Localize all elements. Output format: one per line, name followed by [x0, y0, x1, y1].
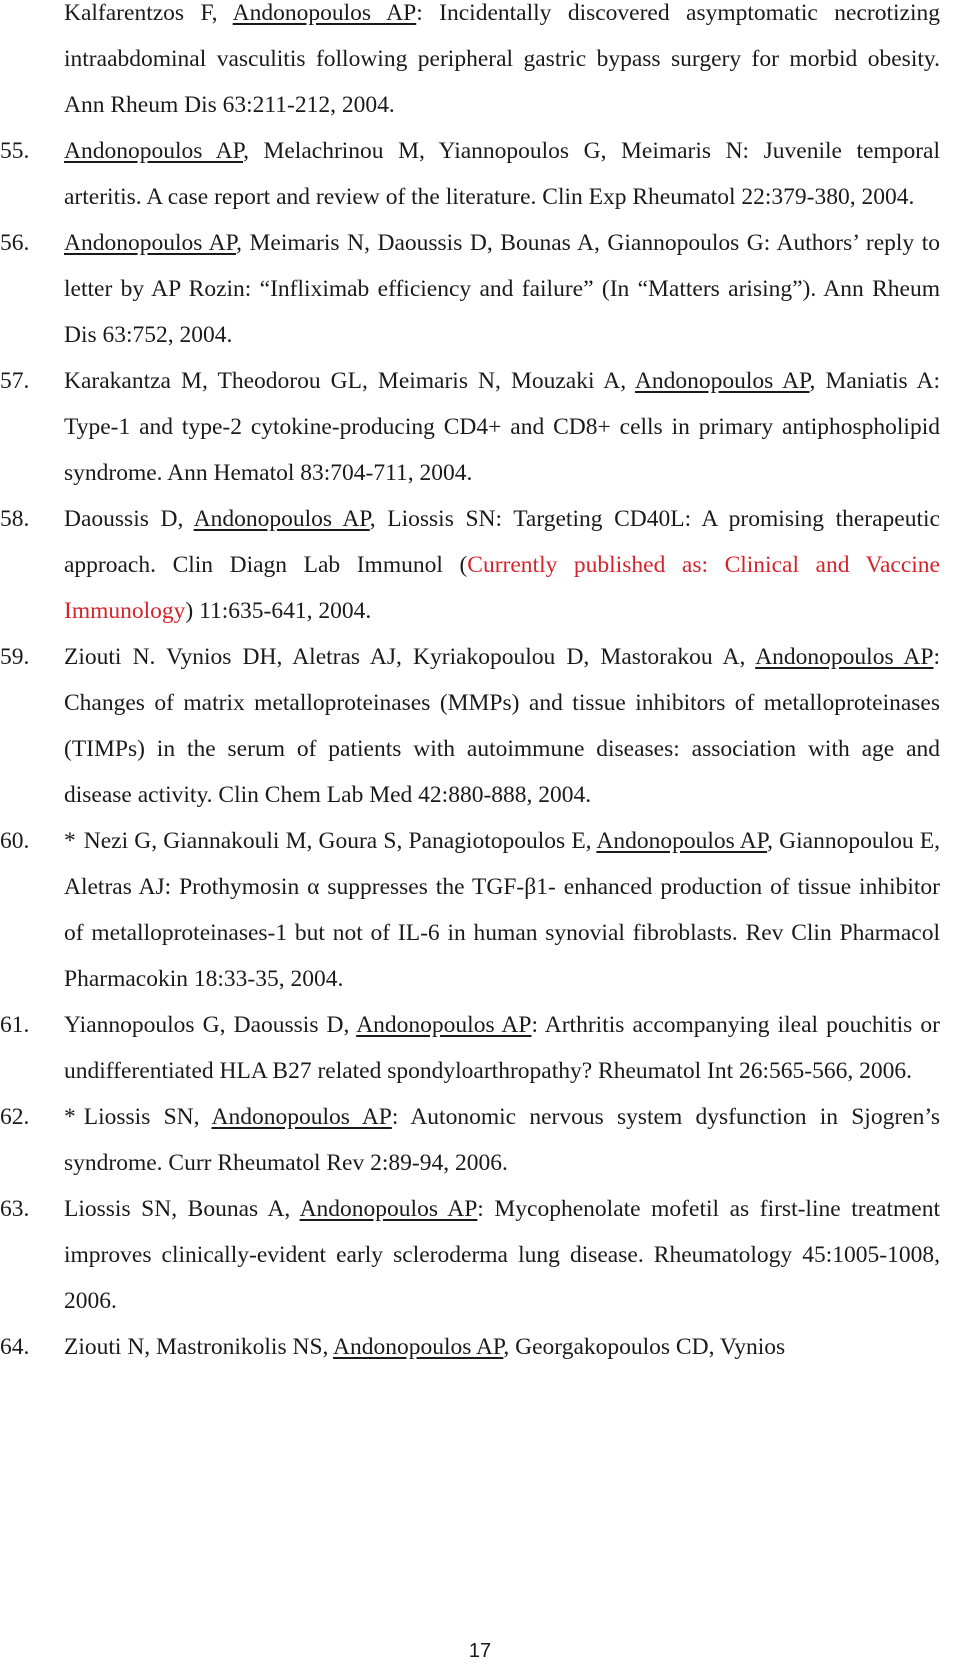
reference-text-segment: Liossis SN, Bounas A,	[64, 1196, 300, 1222]
reference-text-segment: : Incidentally discovered asymptomatic necrotizing intraabdominal vasculitis following peripheral gastric bypass surgery for morbid obesity. Ann Rheum Dis 63:211-212, 2004.	[64, 0, 940, 118]
reference-number: 55.	[0, 138, 30, 164]
reference-text-segment: Nezi G, Giannakouli M, Goura S, Panagiotopoulos E,	[83, 828, 597, 854]
reference-item	[0, 496, 960, 634]
reference-text-segment: , Melachrinou M, Yiannopoulos G, Meimaris N: Juvenile temporal arteritis. A case report and review of the literature. Clin Exp Rheumatol 22:379-380, 2004.	[64, 138, 940, 210]
reference-text	[64, 1196, 940, 1314]
reference-text-segment: Karakantza M, Theodorou GL, Meimaris N, Mouzaki A,	[64, 368, 635, 394]
reference-text	[64, 644, 940, 808]
reference-text-segment: , Georgakopoulos CD, Vynios	[503, 1334, 786, 1360]
reference-item	[0, 0, 960, 128]
reference-item	[0, 1186, 960, 1324]
reference-text	[64, 230, 940, 348]
reference-text-segment: ) 11:635-641, 2004.	[185, 598, 372, 624]
author-highlight: Andonopoulos AP	[755, 644, 934, 670]
author-highlight: Andonopoulos AP	[64, 138, 244, 164]
reference-text-segment: : Mycophenolate mofetil as first-line treatment improves clinically-evident early scleroderma lung disease. Rheumatology 45:1005-1008, 2006.	[64, 1196, 940, 1314]
reference-text	[64, 1104, 940, 1176]
reference-text-segment: , Giannopoulou E, Aletras AJ: Prothymosin α suppresses the TGF-β1- enhanced production of tissue inhibitor of metalloproteinases-1 but not of IL-6 in human synovial fibroblasts. Rev Clin Pharmacol Pharmacokin 18:33-35, 2004.	[64, 828, 940, 992]
author-highlight: Andonopoulos AP	[64, 230, 237, 256]
reference-item	[0, 1324, 960, 1370]
reference-number: 60.	[0, 828, 30, 854]
reference-item	[0, 1094, 960, 1186]
reference-number: 63.	[0, 1196, 30, 1222]
reference-item	[0, 358, 960, 496]
author-highlight: Andonopoulos AP	[299, 1196, 478, 1222]
reference-text-segment: Ziouti N, Mastronikolis NS,	[64, 1334, 333, 1360]
reference-text	[64, 506, 940, 624]
page-number: 17	[468, 1640, 492, 1662]
reference-text-segment: Ziouti N. Vynios DH, Aletras AJ, Kyriakopoulou D, Mastorakou A,	[64, 644, 756, 670]
reference-text-segment: : Changes of matrix metalloproteinases (MMPs) and tissue inhibitors of metalloproteinases (TIMPs) in the serum of patients with autoimmune diseases: association with age and disease activity. Clin Chem Lab Med 42:880-888, 2004.	[64, 644, 941, 808]
author-highlight: Andonopoulos AP	[193, 506, 370, 532]
reference-text	[64, 0, 940, 118]
reference-number: 64.	[0, 1334, 30, 1360]
reference-number: 58.	[0, 506, 30, 532]
reference-item	[0, 634, 960, 818]
reference-number: 59.	[0, 644, 30, 670]
reference-item	[0, 220, 960, 358]
reference-text-segment: Yiannopoulos G, Daoussis D,	[64, 1012, 357, 1038]
reference-item	[0, 1002, 960, 1094]
reference-text-segment: Kalfarentzos F,	[64, 0, 233, 26]
reference-number: 62.	[0, 1104, 30, 1130]
reference-item	[0, 128, 960, 220]
author-highlight: Andonopoulos AP	[634, 368, 810, 394]
reference-text-segment: Daoussis D,	[64, 506, 194, 532]
reference-item	[0, 818, 960, 1002]
reference-text-segment: : Autonomic nervous system dysfunction in Sjogren’s syndrome. Curr Rheumatol Rev 2:89-94, 2006.	[64, 1104, 941, 1176]
author-highlight: Andonopoulos AP	[356, 1012, 532, 1038]
reference-text	[64, 368, 940, 486]
author-highlight: Andonopoulos AP	[211, 1104, 392, 1130]
reference-text-segment: , Meimaris N, Daoussis D, Bounas A, Giannopoulos G: Authors’ reply to letter by AP Rozin: “Infliximab efficiency and failure” (In “Matters arising”). Ann Rheum Dis 63:752, 2004.	[64, 230, 940, 348]
reference-text	[64, 828, 940, 992]
author-highlight: Andonopoulos AP	[596, 828, 768, 854]
reference-number: 61.	[0, 1012, 30, 1038]
reference-text	[64, 1012, 940, 1084]
reference-text-segment: : Arthritis accompanying ileal pouchitis or undifferentiated HLA B27 related spondyloarthropathy? Rheumatol Int 26:565-566, 2006.	[64, 1012, 940, 1084]
author-highlight: Andonopoulos AP	[232, 0, 417, 26]
journal-note: Currently published as: Clinical and Vaccine Immunology	[64, 552, 940, 624]
reference-number: 57.	[0, 368, 30, 394]
reference-text-segment: , Liossis SN: Targeting CD40L: A promising therapeutic approach. Clin Diagn Lab Immunol (	[64, 506, 940, 578]
author-highlight: Andonopoulos AP	[332, 1334, 504, 1360]
reference-text-segment: , Maniatis A: Type-1 and type-2 cytokine-producing CD4+ and CD8+ cells in primary antiphospholipid syndrome. Ann Hematol 83:704-711, 2004.	[64, 368, 940, 486]
reference-text-segment: Liossis SN,	[83, 1104, 212, 1130]
reference-text	[64, 138, 940, 210]
reference-marker: *	[64, 1104, 76, 1130]
reference-marker: *	[64, 828, 76, 854]
reference-number: 56.	[0, 230, 30, 256]
reference-text	[64, 1334, 785, 1360]
